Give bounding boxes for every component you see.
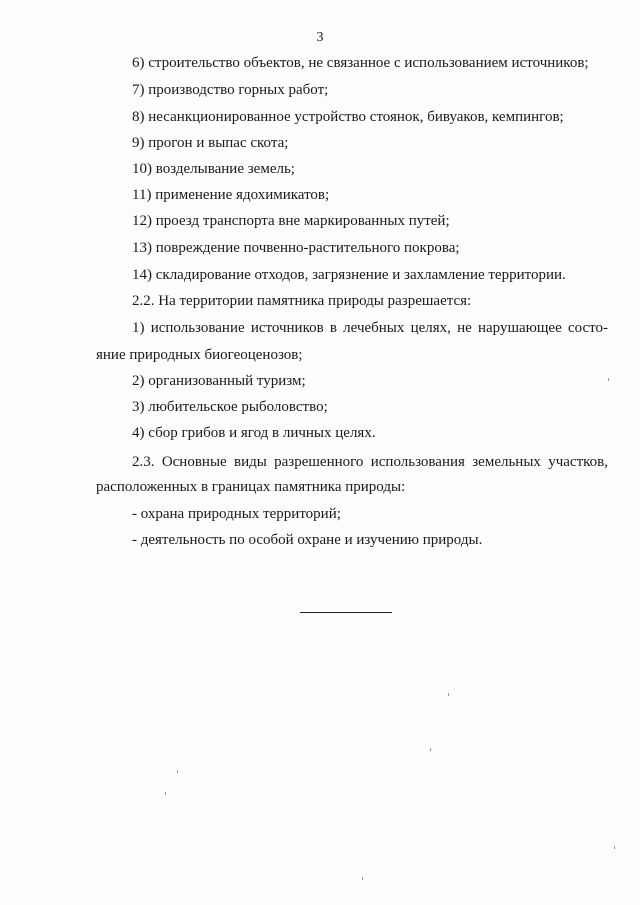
section-2-3-line-1: 2.3. Основные виды разрешенного использования земельных участков, <box>132 454 608 470</box>
permitted-item-1-line-1: 1) использование источников в лечебных целях, не нарушающее состо- <box>132 320 608 336</box>
prohibition-item-8: 8) несанкционированное устройство стоянок, бивуаков, кемпингов; <box>132 109 564 125</box>
prohibition-item-13: 13) повреждение почвенно-растительного покрова; <box>132 240 460 256</box>
scan-speck <box>362 877 363 880</box>
permitted-item-2: 2) организованный туризм; <box>132 373 306 389</box>
prohibition-item-9: 9) прогон и выпас скота; <box>132 135 289 151</box>
permitted-item-4: 4) сбор грибов и ягод в личных целях. <box>132 425 376 441</box>
scan-speck <box>614 846 615 849</box>
prohibition-item-10: 10) возделывание земель; <box>132 161 295 177</box>
permitted-item-3: 3) любительское рыболовство; <box>132 399 328 415</box>
page-number: 3 <box>316 30 324 45</box>
scan-speck <box>430 748 431 751</box>
prohibition-item-6: 6) строительство объектов, не связанное с использованием источников; <box>132 55 589 71</box>
prohibition-item-11: 11) применение ядохимикатов; <box>132 187 330 203</box>
prohibition-item-7: 7) производство горных работ; <box>132 82 329 98</box>
section-2-3-line-2: расположенных в границах памятника природы: <box>96 479 406 495</box>
scan-speck <box>608 378 609 381</box>
closing-rule <box>300 612 392 613</box>
scan-speck <box>177 770 178 773</box>
section-2-2-heading: 2.2. На территории памятника природы разрешается: <box>132 293 472 309</box>
land-use-item-1: - охрана природных территорий; <box>132 506 341 522</box>
scan-speck <box>165 792 166 795</box>
prohibition-item-12: 12) проезд транспорта вне маркированных путей; <box>132 213 450 229</box>
land-use-item-2: - деятельность по особой охране и изучению природы. <box>132 532 483 548</box>
scan-speck <box>448 693 449 696</box>
permitted-item-1-line-2: яние природных биогеоценозов; <box>96 347 303 363</box>
prohibition-item-14: 14) складирование отходов, загрязнение и захламление территории. <box>132 267 566 283</box>
